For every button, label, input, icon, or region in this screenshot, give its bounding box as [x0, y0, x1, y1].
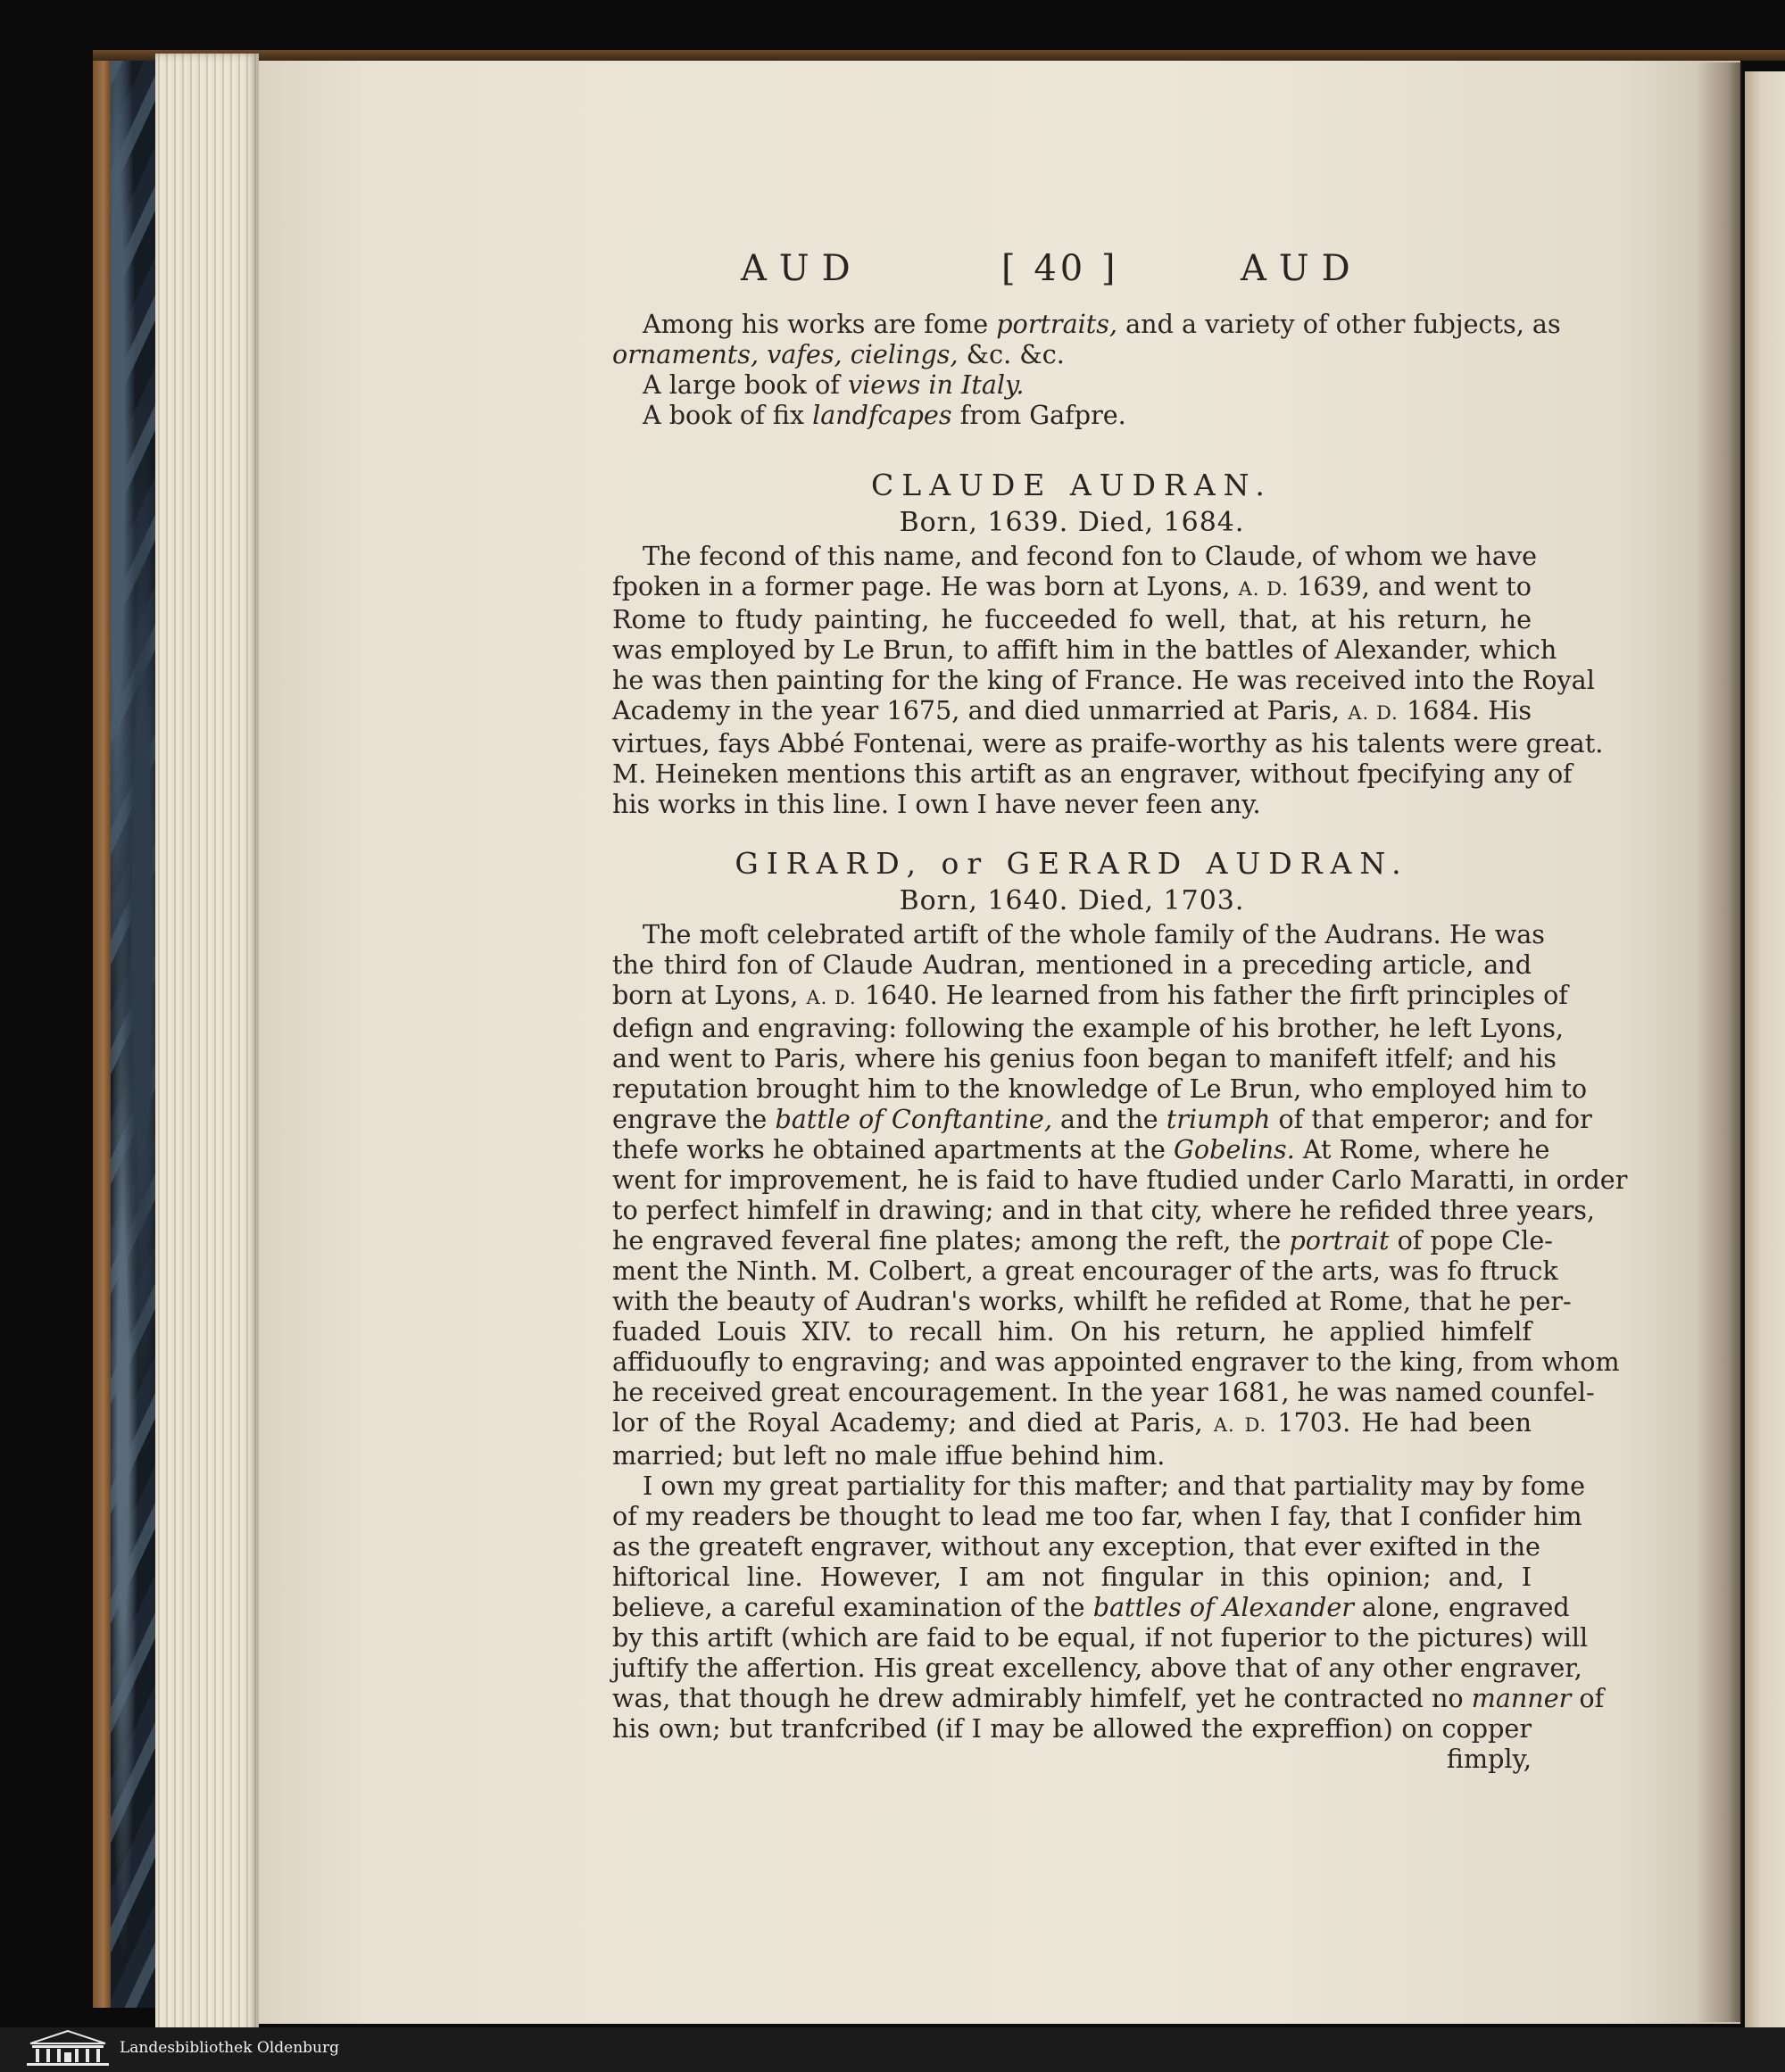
italic-run: triumph — [1166, 1104, 1271, 1134]
girard-paragraph-2 — [612, 1471, 1605, 1774]
text-line: A book of fix landfcapes from Gafpre. — [643, 400, 1126, 430]
small-caps-run: A. D. — [1348, 702, 1399, 724]
catchword: fimply, — [1446, 1744, 1532, 1774]
girard-paragraph-1 — [612, 919, 1628, 1471]
section-heading: GIRARD, or GERARD AUDRAN. — [735, 846, 1409, 881]
library-building-logo — [23, 2029, 112, 2068]
text-line: by this artift (which are faid to be equal, if not fuperior to the pictures) will — [612, 1622, 1589, 1653]
running-head — [741, 248, 1392, 298]
italic-run: landfcapes — [812, 400, 952, 430]
text-line: ment the Ninth. M. Colbert, a great encourager of the arts, was fo ftruck — [612, 1256, 1558, 1286]
text-line: hiftorical line. However, I am not fingular in this opinion; and, I — [612, 1562, 1532, 1592]
text-line: was employed by Le Brun, to affift him in the battles of Alexander, which — [612, 634, 1557, 665]
text-line: he received great encouragement. In the year 1681, he was named counfel- — [612, 1377, 1595, 1407]
italic-run: manner — [1471, 1683, 1572, 1713]
running-head-left: AUD — [741, 248, 863, 289]
claude-paragraph — [612, 541, 1604, 819]
text-line: Rome to ftudy painting, he fucceeded fo well, that, at his return, he — [612, 604, 1532, 634]
italic-run: battles of Alexander — [1092, 1592, 1354, 1622]
text-line: lor of the Royal Academy; and died at Paris, A. D. 1703. He had been — [612, 1407, 1532, 1438]
text-line: Among his works are fome portraits, and a variety of other fubjects, as — [643, 309, 1561, 339]
text-line: virtues, fays Abbé Fontenai, were as praife-worthy as his talents were great. — [612, 728, 1604, 758]
text-line: his own; but tranfcribed (if I may be allowed the expreffion) on copper — [612, 1713, 1532, 1744]
text-line: and went to Paris, where his genius foon began to manifeft itfelf; and his — [612, 1043, 1557, 1073]
footer-bar — [0, 2027, 1785, 2072]
text-line: as the greateft engraver, without any exception, that ever exifted in the — [612, 1531, 1540, 1562]
text-line: believe, a careful examination of the battles of Alexander alone, engraved — [612, 1592, 1570, 1622]
page-number: [ 40 ] — [1001, 248, 1119, 289]
section-dates: Born, 1639. Died, 1684. — [899, 507, 1245, 538]
text-line: fuaded Louis XIV. to recall him. On his return, he applied himfelf — [612, 1316, 1532, 1347]
text-line: married; but left no male iffue behind him. — [612, 1440, 1166, 1471]
text-line: was, that though he drew admirably himfelf, yet he contracted no manner of — [612, 1683, 1605, 1713]
text-line: M. Heineken mentions this artift as an engraver, without fpecifying any of — [612, 758, 1573, 789]
italic-run: battle of Conftantine, — [775, 1104, 1052, 1134]
text-line: A large book of views in Italy. — [643, 369, 1025, 400]
text-line: ornaments, vafes, cielings, &c. &c. — [612, 339, 1065, 369]
text-line: to perfect himfelf in drawing; and in that city, where he refided three years, — [612, 1195, 1595, 1225]
small-caps-run: A. D. — [1238, 578, 1289, 600]
text-line: he engraved feveral fine plates; among the reft, the portrait of pope Cle- — [612, 1225, 1553, 1256]
text-line: The moft celebrated artift of the whole family of the Audrans. He was — [643, 919, 1545, 949]
text-line: reputation brought him to the knowledge of Le Brun, who employed him to — [612, 1073, 1588, 1104]
section-heading: CLAUDE AUDRAN. — [871, 468, 1273, 502]
intro-paragraph — [612, 309, 1561, 430]
italic-run: portraits, — [996, 309, 1118, 339]
text-line: with the beauty of Audran's works, whilft he refided at Rome, that he per- — [612, 1286, 1572, 1316]
footer-label: Landesbibliothek Oldenburg — [120, 2039, 340, 2057]
text-line: fpoken in a former page. He was born at Lyons, A. D. 1639, and went to — [612, 571, 1532, 601]
text-line: his works in this line. I own I have never feen any. — [612, 789, 1261, 819]
text-line: thefe works he obtained apartments at the Gobelins. At Rome, where he — [612, 1134, 1550, 1164]
small-caps-run: A. D. — [806, 987, 857, 1008]
text-line: I own my great partiality for this mafter; and that partiality may by fome — [643, 1471, 1586, 1501]
italic-run: Gobelins. — [1174, 1134, 1295, 1164]
text-line: went for improvement, he is faid to have ftudied under Carlo Maratti, in order — [612, 1164, 1628, 1195]
italic-run: ornaments, vafes, cielings, — [612, 339, 959, 369]
text-line: he was then painting for the king of France. He was received into the Royal — [612, 665, 1595, 695]
small-caps-run: A. D. — [1213, 1414, 1267, 1436]
text-line: of my readers be thought to lead me too far, when I fay, that I confider him — [612, 1501, 1582, 1531]
text-line: engrave the battle of Conftantine, and the triumph of that emperor; and for — [612, 1104, 1592, 1134]
italic-run: portrait — [1289, 1225, 1390, 1256]
text-line: defign and engraving: following the example of his brother, he left Lyons, — [612, 1013, 1564, 1043]
text-line: the third fon of Claude Audran, mentioned in a preceding article, and — [612, 949, 1532, 980]
running-head-right: AUD — [1241, 248, 1363, 289]
text-line: juftify the affertion. His great excellency, above that of any other engraver, — [612, 1653, 1582, 1683]
text-line: affiduoufly to engraving; and was appointed engraver to the king, from whom — [612, 1347, 1620, 1377]
text-line: Academy in the year 1675, and died unmarried at Paris, A. D. 1684. His — [612, 695, 1532, 725]
section-dates: Born, 1640. Died, 1703. — [899, 885, 1245, 916]
text-line: The fecond of this name, and fecond fon to Claude, of whom we have — [643, 541, 1538, 571]
italic-run: views in Italy. — [847, 369, 1025, 400]
text-line: born at Lyons, A. D. 1640. He learned from his father the firft principles of — [612, 980, 1568, 1010]
